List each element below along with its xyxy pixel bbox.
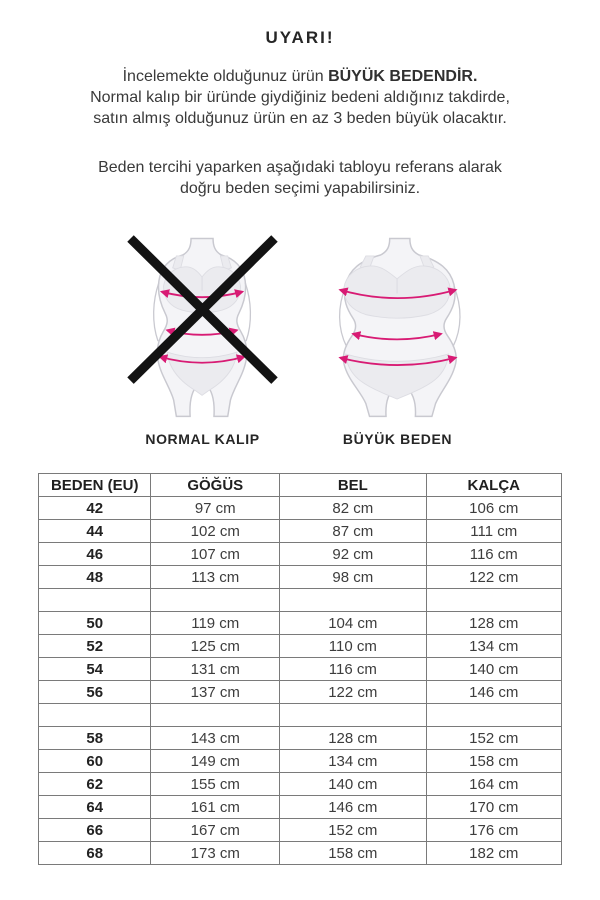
table-row — [39, 658, 562, 681]
size-cell: 62 — [39, 773, 151, 796]
measure-cell: 146 cm — [426, 681, 561, 704]
measure-cell: 170 cm — [426, 796, 561, 819]
spacer-cell — [39, 704, 151, 727]
measure-cell: 161 cm — [151, 796, 280, 819]
measure-cell: 134 cm — [280, 750, 426, 773]
measure-cell: 134 cm — [426, 635, 561, 658]
intro-line3: satın almış olduğunuz ürün en az 3 beden büyük olacaktır. — [93, 110, 507, 127]
spacer-cell — [280, 704, 426, 727]
column-header: BEL — [280, 474, 426, 497]
size-cell: 48 — [39, 566, 151, 589]
spacer-cell — [426, 704, 561, 727]
measure-cell: 149 cm — [151, 750, 280, 773]
measure-cell: 173 cm — [151, 842, 280, 865]
size-cell: 44 — [39, 520, 151, 543]
figure-plus-label: BÜYÜK BEDEN — [342, 431, 453, 447]
measure-cell: 128 cm — [280, 727, 426, 750]
plus-size-body-illustration — [305, 233, 490, 421]
measure-cell: 131 cm — [151, 658, 280, 681]
figure-normal-label: NORMAL KALIP — [145, 431, 260, 447]
spacer-cell — [280, 589, 426, 612]
measure-cell: 176 cm — [426, 819, 561, 842]
measure-cell: 167 cm — [151, 819, 280, 842]
measure-cell: 110 cm — [280, 635, 426, 658]
table-row — [39, 543, 562, 566]
guide-line2: doğru beden seçimi yapabilirsiniz. — [179, 180, 421, 197]
table-row — [39, 842, 562, 865]
spacer-cell — [151, 589, 280, 612]
measure-cell: 125 cm — [151, 635, 280, 658]
header-row — [39, 474, 562, 497]
measure-cell: 111 cm — [426, 520, 561, 543]
table-row — [39, 681, 562, 704]
figures-row — [0, 233, 600, 449]
measure-cell: 82 cm — [280, 497, 426, 520]
table-row — [39, 796, 562, 819]
column-header: BEDEN (EU) — [39, 474, 151, 497]
column-header: GÖĞÜS — [151, 474, 280, 497]
size-cell: 56 — [39, 681, 151, 704]
measure-cell: 152 cm — [280, 819, 426, 842]
spacer-row — [39, 589, 562, 612]
measure-cell: 98 cm — [280, 566, 426, 589]
table-row — [39, 612, 562, 635]
normal-body-crossed-illustration — [110, 233, 295, 421]
size-cell: 60 — [39, 750, 151, 773]
measure-cell: 143 cm — [151, 727, 280, 750]
table-row — [39, 635, 562, 658]
measure-cell: 116 cm — [426, 543, 561, 566]
measure-cell: 158 cm — [280, 842, 426, 865]
measure-cell: 122 cm — [426, 566, 561, 589]
spacer-cell — [39, 589, 151, 612]
measure-cell: 104 cm — [280, 612, 426, 635]
measure-cell: 137 cm — [151, 681, 280, 704]
spacer-row — [39, 704, 562, 727]
page-title: UYARI! — [265, 28, 335, 47]
measure-cell: 140 cm — [426, 658, 561, 681]
size-cell: 68 — [39, 842, 151, 865]
measure-cell: 113 cm — [151, 566, 280, 589]
size-table — [38, 473, 562, 865]
size-table-head — [39, 474, 562, 497]
intro-paragraph — [22, 66, 578, 129]
table-row — [39, 727, 562, 750]
table-row — [39, 750, 562, 773]
figure-normal — [106, 233, 299, 447]
measure-cell: 92 cm — [280, 543, 426, 566]
measure-cell: 152 cm — [426, 727, 561, 750]
measure-cell: 164 cm — [426, 773, 561, 796]
spacer-cell — [426, 589, 561, 612]
table-row — [39, 497, 562, 520]
size-cell: 52 — [39, 635, 151, 658]
measure-cell: 116 cm — [280, 658, 426, 681]
table-row — [39, 773, 562, 796]
measure-cell: 182 cm — [426, 842, 561, 865]
guide-line1: Beden tercihi yaparken aşağıdaki tabloyu referans alarak — [98, 159, 502, 176]
size-cell: 66 — [39, 819, 151, 842]
measure-cell: 146 cm — [280, 796, 426, 819]
measure-cell: 122 cm — [280, 681, 426, 704]
intro-line1-bold: BÜYÜK BEDENDİR. — [328, 68, 478, 85]
size-cell: 42 — [39, 497, 151, 520]
size-cell: 50 — [39, 612, 151, 635]
measure-cell: 128 cm — [426, 612, 561, 635]
guide-paragraph — [22, 157, 578, 199]
measure-cell: 119 cm — [151, 612, 280, 635]
size-cell: 58 — [39, 727, 151, 750]
size-cell: 46 — [39, 543, 151, 566]
size-cell: 54 — [39, 658, 151, 681]
table-row — [39, 520, 562, 543]
intro-line2: Normal kalıp bir üründe giydiğiniz bedeni aldığınız takdirde, — [90, 89, 510, 106]
measure-cell: 107 cm — [151, 543, 280, 566]
figure-plus — [301, 233, 494, 447]
measure-cell: 106 cm — [426, 497, 561, 520]
measure-cell: 87 cm — [280, 520, 426, 543]
measure-cell: 102 cm — [151, 520, 280, 543]
measure-cell: 140 cm — [280, 773, 426, 796]
measure-cell: 158 cm — [426, 750, 561, 773]
table-row — [39, 819, 562, 842]
table-row — [39, 566, 562, 589]
measure-cell: 97 cm — [151, 497, 280, 520]
column-header: KALÇA — [426, 474, 561, 497]
size-table-body — [39, 497, 562, 865]
spacer-cell — [151, 704, 280, 727]
size-cell: 64 — [39, 796, 151, 819]
measure-cell: 155 cm — [151, 773, 280, 796]
intro-line1-prefix: İncelemekte olduğunuz ürün — [122, 68, 329, 85]
